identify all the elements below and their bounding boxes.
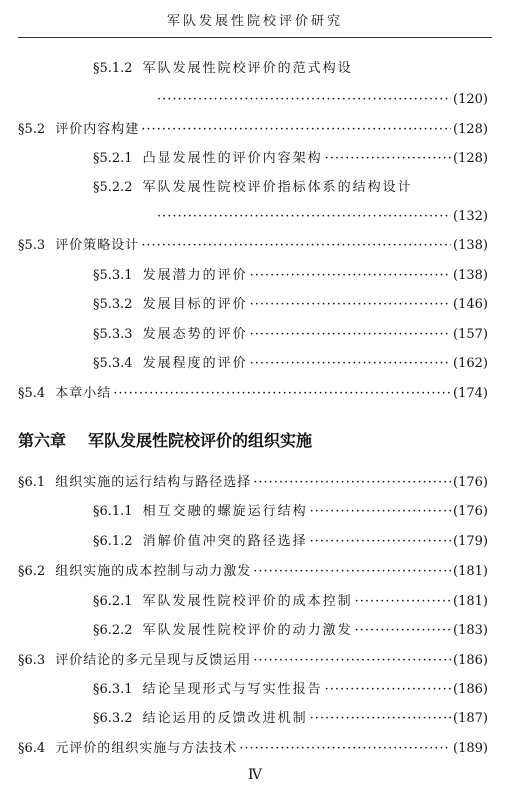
section-number: §5.2 — [18, 122, 46, 137]
page-number: (181) — [453, 594, 488, 609]
section-title: 评价结论的多元呈现与反馈运用 — [55, 653, 252, 668]
toc-entry[interactable] — [0, 677, 510, 703]
toc-entry[interactable] — [0, 499, 510, 525]
section-title: 评价策略设计 — [55, 238, 140, 253]
page-number: (120) — [453, 92, 488, 107]
dot-leader — [310, 499, 451, 525]
page-number: (181) — [453, 564, 488, 579]
section-number: §5.2.1 — [93, 151, 133, 166]
section-title: 军队发展性院校评价的范式构设 — [142, 61, 353, 76]
dot-leader — [113, 381, 451, 407]
page-number: (176) — [453, 504, 488, 519]
section-number: §5.4 — [18, 386, 46, 401]
section-title: 军队发展性院校评价的动力激发 — [142, 623, 353, 638]
page-number: (138) — [453, 238, 488, 253]
toc-entry[interactable] — [0, 322, 510, 348]
dot-leader — [141, 233, 451, 259]
chapter-label: 第六章 — [18, 431, 67, 450]
page-number: (132) — [453, 209, 488, 224]
section-title: 发展程度的评价 — [142, 356, 248, 371]
toc-entry-continuation[interactable] — [0, 204, 510, 230]
toc-entry[interactable] — [0, 117, 510, 143]
page-number: (189) — [453, 741, 488, 756]
page-number: (187) — [453, 711, 488, 726]
dot-leader — [250, 322, 451, 348]
dot-leader — [310, 529, 451, 555]
page-number: (128) — [453, 122, 488, 137]
chapter-title: 军队发展性院校评价的组织实施 — [88, 431, 313, 450]
header-rule — [18, 37, 492, 38]
page-number: (186) — [453, 653, 488, 668]
chapter-heading[interactable] — [18, 428, 312, 451]
running-header: 军队发展性院校评价研究 — [166, 14, 343, 29]
section-number: §6.3 — [18, 653, 46, 668]
section-number: §6.1.2 — [93, 534, 133, 549]
section-title: 消解价值冲突的路径选择 — [142, 534, 308, 549]
dot-leader — [250, 292, 451, 318]
folio-page-number: Ⅳ — [248, 767, 262, 783]
section-number: §5.3.2 — [93, 297, 133, 312]
section-title: 军队发展性院校评价的成本控制 — [142, 594, 353, 609]
page-number: (138) — [453, 268, 488, 283]
dot-leader — [253, 648, 451, 674]
section-title: 相互交融的螺旋运行结构 — [142, 504, 308, 519]
section-number: §6.4 — [18, 741, 46, 756]
section-number: §5.3.4 — [93, 356, 133, 371]
section-title: 发展目标的评价 — [142, 297, 248, 312]
toc-entry[interactable] — [0, 736, 510, 762]
toc-entry[interactable] — [0, 351, 510, 377]
page-number: (128) — [453, 151, 488, 166]
toc-entry[interactable] — [0, 381, 510, 407]
dot-leader — [250, 263, 451, 289]
toc-entry[interactable] — [0, 56, 510, 82]
section-number: §5.3.3 — [93, 327, 133, 342]
section-title: 结论呈现形式与写实性报告 — [142, 682, 323, 697]
section-title: 组织实施的成本控制与动力激发 — [55, 564, 252, 579]
section-title: 元评价的组织实施与方法技术 — [55, 741, 238, 756]
dot-leader — [325, 677, 451, 703]
dot-leader — [157, 204, 451, 230]
section-title: 凸显发展性的评价内容架构 — [142, 151, 323, 166]
toc-entry[interactable] — [0, 706, 510, 732]
dot-leader — [355, 618, 451, 644]
toc-entry[interactable] — [0, 263, 510, 289]
page-number: (146) — [453, 297, 488, 312]
toc-entry[interactable] — [0, 618, 510, 644]
section-title: 组织实施的运行结构与路径选择 — [55, 475, 252, 490]
section-title: 本章小结 — [55, 386, 112, 401]
toc-entry[interactable] — [0, 146, 510, 172]
dot-leader — [141, 117, 451, 143]
page-number: (186) — [453, 682, 488, 697]
toc-entry[interactable] — [0, 559, 510, 585]
page-number: (174) — [453, 386, 488, 401]
dot-leader — [253, 559, 451, 585]
section-number: §6.1.1 — [93, 504, 133, 519]
section-title: 结论运用的反馈改进机制 — [142, 711, 308, 726]
page-number: (176) — [453, 475, 488, 490]
page-number: (179) — [453, 534, 488, 549]
toc-entry[interactable] — [0, 470, 510, 496]
section-number: §6.2.1 — [93, 594, 133, 609]
section-number: §5.2.2 — [93, 180, 133, 195]
dot-leader — [239, 736, 451, 762]
toc-entry[interactable] — [0, 175, 510, 201]
toc-entry[interactable] — [0, 292, 510, 318]
section-title: 评价内容构建 — [55, 122, 140, 137]
page-number: (162) — [453, 356, 488, 371]
section-number: §6.1 — [18, 475, 46, 490]
section-number: §5.3.1 — [93, 268, 133, 283]
section-number: §6.2 — [18, 564, 46, 579]
section-title: 发展潜力的评价 — [142, 268, 248, 283]
page-number: (183) — [453, 623, 488, 638]
toc-entry[interactable] — [0, 589, 510, 615]
dot-leader — [355, 589, 451, 615]
section-title: 军队发展性院校评价指标体系的结构设计 — [142, 180, 413, 195]
toc-entry[interactable] — [0, 648, 510, 674]
section-number: §6.3.1 — [93, 682, 133, 697]
dot-leader — [157, 87, 451, 113]
dot-leader — [250, 351, 451, 377]
dot-leader — [253, 470, 451, 496]
toc-entry-continuation[interactable] — [0, 87, 510, 113]
toc-entry[interactable] — [0, 233, 510, 259]
dot-leader — [325, 146, 451, 172]
page-number: (157) — [453, 327, 488, 342]
section-title: 发展态势的评价 — [142, 327, 248, 342]
section-number: §6.3.2 — [93, 711, 133, 726]
section-number: §5.3 — [18, 238, 46, 253]
dot-leader — [310, 706, 451, 732]
toc-entry[interactable] — [0, 529, 510, 555]
section-number: §5.1.2 — [93, 61, 133, 76]
section-number: §6.2.2 — [93, 623, 133, 638]
